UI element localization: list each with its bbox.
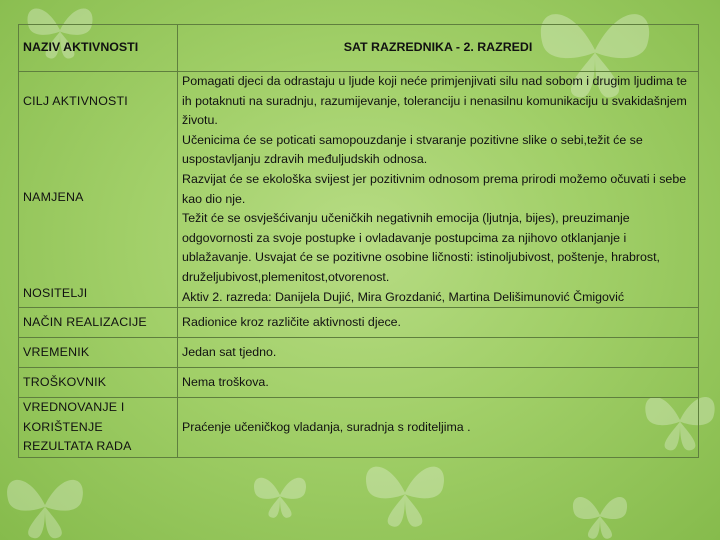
method-text: Radionice kroz različite aktivnosti djece.: [182, 314, 401, 329]
method-row: [19, 308, 699, 338]
evaluation-text: Praćenje učeničkog vladanja, suradnja s roditeljima .: [182, 419, 471, 434]
butterfly-icon: [565, 490, 635, 540]
butterfly-icon: [360, 455, 450, 530]
activity-name-label: NAZIV AKTIVNOSTI: [23, 40, 139, 55]
details-row: [19, 72, 699, 308]
purpose-text-2: Razvijat će se ekološka svijest jer pozitivnim odnosom prema prirodi možemo očuvati i sebe kao dio nje.: [182, 171, 687, 206]
holders-label: NOSITELJI: [23, 285, 88, 300]
goal-label: CILJ AKTIVNOSTI: [23, 93, 128, 108]
costs-row: [19, 368, 699, 398]
header-label-cell: [19, 25, 178, 72]
schedule-text-cell: [178, 338, 699, 368]
purpose-label: NAMJENA: [23, 189, 84, 204]
butterfly-icon: [250, 470, 310, 520]
table-header-row: [19, 25, 699, 72]
method-label-cell: [19, 308, 178, 338]
costs-label: TROŠKOVNIK: [23, 374, 107, 389]
purpose-text-3: Težit će se osvješćivanju učeničkih negativnih emocija (ljutnja, bijes), preuzimanje odgovornosti za svoje postupke i ovladavanje postupcima za njihovo otklanjanje i ublažavanje. Usvajat će se pozitivne osobine ličnosti: istinoljubivost, poštenje, hrabrost, druželjubivost,plemenitost,otvorenost.: [182, 211, 660, 284]
schedule-label: VREMENIK: [23, 344, 90, 359]
costs-label-cell: [19, 368, 178, 398]
evaluation-label-cell: [19, 398, 178, 458]
goal-text: Pomagati djeci da odrastaju u ljude koji neće primjenjivati silu nad sobom i drugim ljudima te ih potaknuti na suradnju, razumijevanje, toleranciju i nenasilnu komunikaciju u svakidašnjem životu.: [182, 74, 687, 128]
schedule-label-cell: [19, 338, 178, 368]
activity-title: SAT RAZREDNIKA - 2. RAZREDI: [343, 40, 533, 55]
evaluation-row: [19, 398, 699, 458]
holders-text: Aktiv 2. razreda: Danijela Dujić, Mira Grozdanić, Martina Delišimunović Čmigović: [182, 289, 625, 304]
purpose-text-1: Učenicima će se poticati samopouzdanje i stvaranje pozitivne slike o sebi,težit će se uspostavljanju zdravih međuljudskih odnosa.: [182, 132, 643, 167]
activity-table: [18, 24, 699, 458]
costs-text: Nema troškova.: [182, 374, 269, 389]
details-label-cell: [19, 72, 178, 308]
header-title-cell: [178, 25, 699, 72]
method-label: NAČIN REALIZACIJE: [23, 314, 147, 329]
costs-text-cell: [178, 368, 699, 398]
details-text-cell: [178, 72, 699, 308]
method-text-cell: [178, 308, 699, 338]
evaluation-label: VREDNOVANJE I KORIŠTENJE REZULTATA RADA: [23, 400, 132, 454]
schedule-row: [19, 338, 699, 368]
evaluation-text-cell: [178, 398, 699, 458]
schedule-text: Jedan sat tjedno.: [182, 344, 277, 359]
butterfly-icon: [0, 470, 90, 540]
